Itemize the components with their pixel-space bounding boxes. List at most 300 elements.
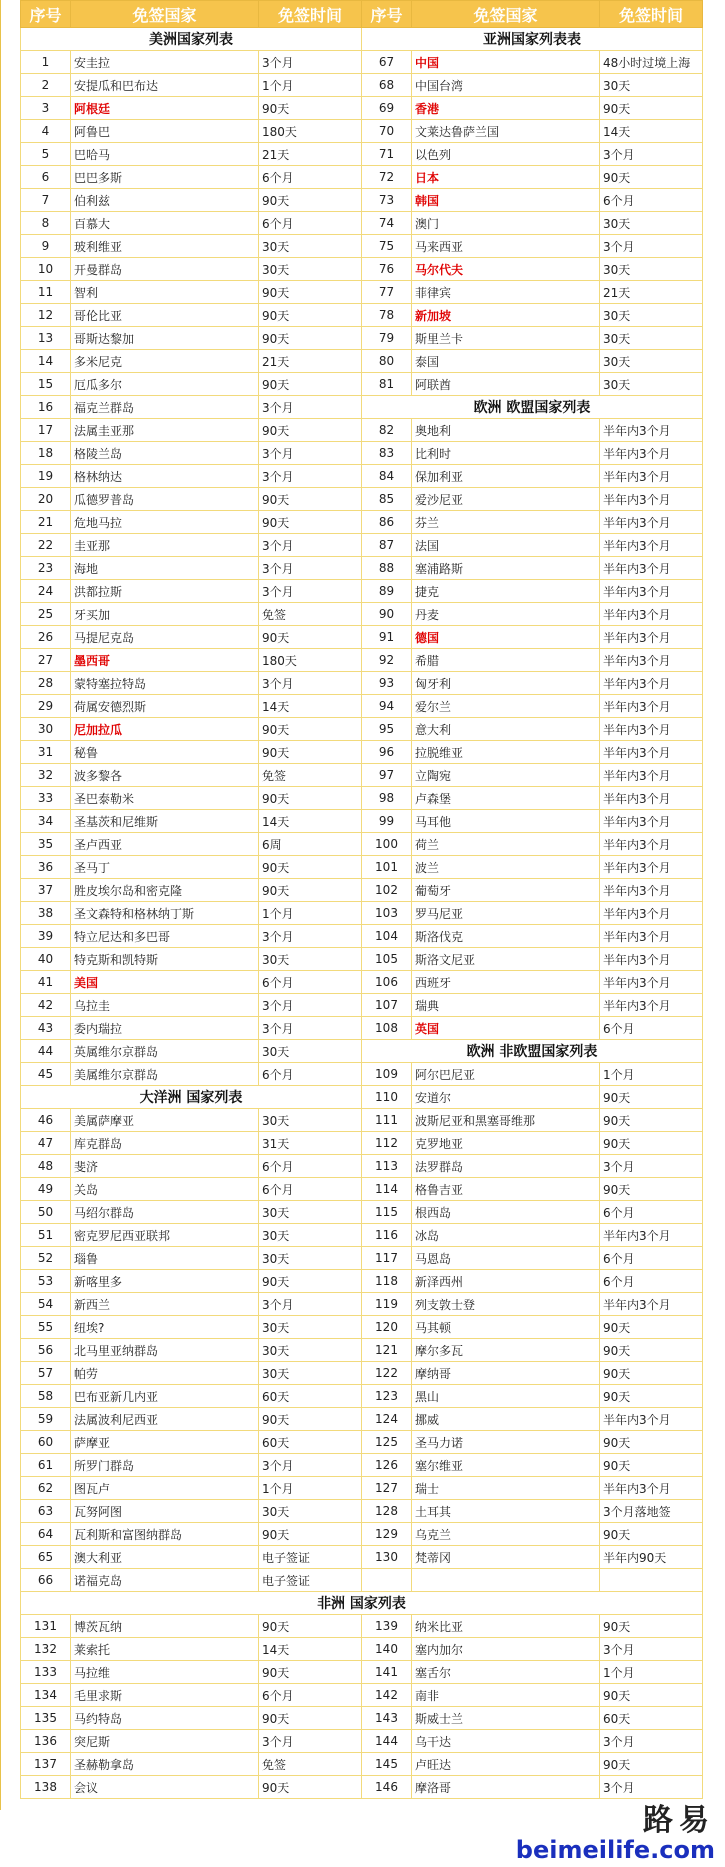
country-name-left: 关岛: [71, 1178, 259, 1201]
visa-duration-right: 90天: [600, 1086, 703, 1109]
entry-number-right: 108: [362, 1017, 412, 1040]
visa-duration-right: 30天: [600, 373, 703, 396]
entry-number-right: 84: [362, 465, 412, 488]
entry-number-right: 112: [362, 1132, 412, 1155]
entry-number-left: 8: [21, 212, 71, 235]
visa-duration-left: 电子签证: [259, 1546, 362, 1569]
country-name-left: 海地: [71, 557, 259, 580]
country-name-left: 诺福克岛: [71, 1569, 259, 1592]
country-name-right: 瑞典: [412, 994, 600, 1017]
entry-number-right: 71: [362, 143, 412, 166]
visa-duration-right: 90天: [600, 1431, 703, 1454]
country-name-right: 马恩岛: [412, 1247, 600, 1270]
visa-duration-right: 90天: [600, 1109, 703, 1132]
header-no-left: 序号: [21, 1, 71, 28]
entry-number-right: 70: [362, 120, 412, 143]
table-row: [21, 1615, 703, 1638]
entry-number-right: 106: [362, 971, 412, 994]
visa-duration-right: 半年内3个月: [600, 419, 703, 442]
visa-duration-right: 90天: [600, 1684, 703, 1707]
visa-duration-left: 90天: [259, 1661, 362, 1684]
entry-number-right: 100: [362, 833, 412, 856]
country-name-right: 捷克: [412, 580, 600, 603]
entry-number-right: 87: [362, 534, 412, 557]
country-name-left: 墨西哥: [71, 649, 259, 672]
country-name-left: 玻利维亚: [71, 235, 259, 258]
country-name-left: 蒙特塞拉特岛: [71, 672, 259, 695]
entry-number-right: 69: [362, 97, 412, 120]
visa-duration-left: 90天: [259, 856, 362, 879]
country-name-left: 马拉维: [71, 1661, 259, 1684]
visa-duration-left: 21天: [259, 143, 362, 166]
country-name-left: 瑙鲁: [71, 1247, 259, 1270]
visa-duration-right: 半年内90天: [600, 1546, 703, 1569]
visa-duration-left: 3个月: [259, 396, 362, 419]
visa-duration-left: 30天: [259, 1224, 362, 1247]
entry-number-left: 25: [21, 603, 71, 626]
visa-duration-right: 60天: [600, 1707, 703, 1730]
country-name-left: 阿根廷: [71, 97, 259, 120]
entry-number-right: 85: [362, 488, 412, 511]
entry-number-right: 103: [362, 902, 412, 925]
visa-duration-left: 30天: [259, 948, 362, 971]
entry-number-left: 43: [21, 1017, 71, 1040]
table-row: [21, 1201, 703, 1224]
entry-number-left: 13: [21, 327, 71, 350]
country-name-right: 中国台湾: [412, 74, 600, 97]
country-name-left: 圭亚那: [71, 534, 259, 557]
entry-number-left: 9: [21, 235, 71, 258]
visa-duration-left: 90天: [259, 304, 362, 327]
table-row: [21, 787, 703, 810]
visa-duration-left: 3个月: [259, 1017, 362, 1040]
region-heading: 大洋洲 国家列表: [21, 1086, 362, 1109]
table-row: [21, 557, 703, 580]
table-row: [21, 810, 703, 833]
country-name-right: 冰岛: [412, 1224, 600, 1247]
country-name-left: 福克兰群岛: [71, 396, 259, 419]
country-name-right: 立陶宛: [412, 764, 600, 787]
visa-duration-right: 30天: [600, 327, 703, 350]
visa-duration-left: 90天: [259, 97, 362, 120]
table-row: [21, 603, 703, 626]
table-row: [21, 1178, 703, 1201]
table-row: [21, 1431, 703, 1454]
entry-number-right: 86: [362, 511, 412, 534]
country-name-left: 阿鲁巴: [71, 120, 259, 143]
country-name-left: 秘鲁: [71, 741, 259, 764]
entry-number-left: 22: [21, 534, 71, 557]
visa-duration-right: 半年内3个月: [600, 465, 703, 488]
visa-duration-right: 90天: [600, 1178, 703, 1201]
visa-duration-left: 90天: [259, 1707, 362, 1730]
table-body: [21, 28, 703, 1799]
entry-number-right: 113: [362, 1155, 412, 1178]
country-name-left: 美属维尔京群岛: [71, 1063, 259, 1086]
entry-number-left: 35: [21, 833, 71, 856]
entry-number-right: 105: [362, 948, 412, 971]
visa-duration-left: 6个月: [259, 166, 362, 189]
visa-duration-right: 半年内3个月: [600, 856, 703, 879]
table-row: [21, 1086, 703, 1109]
country-name-right: 匈牙利: [412, 672, 600, 695]
entry-number-left: 135: [21, 1707, 71, 1730]
country-name-left: 安圭拉: [71, 51, 259, 74]
entry-number-left: 138: [21, 1776, 71, 1799]
country-name-right: 根西岛: [412, 1201, 600, 1224]
visa-duration-left: 3个月: [259, 1293, 362, 1316]
visa-duration-left: 30天: [259, 258, 362, 281]
table-row: [21, 580, 703, 603]
entry-number-left: 24: [21, 580, 71, 603]
country-name-left: 美属萨摩亚: [71, 1109, 259, 1132]
visa-duration-right: 21天: [600, 281, 703, 304]
table-row: [21, 718, 703, 741]
country-name-right: 法国: [412, 534, 600, 557]
entry-number-left: 136: [21, 1730, 71, 1753]
visa-duration-right: 90天: [600, 1385, 703, 1408]
entry-number-right: 122: [362, 1362, 412, 1385]
table-row: [21, 1040, 703, 1063]
visa-duration-left: 90天: [259, 281, 362, 304]
entry-number-left: 59: [21, 1408, 71, 1431]
entry-number-right: 140: [362, 1638, 412, 1661]
entry-number-right: 141: [362, 1661, 412, 1684]
visa-duration-left: 3个月: [259, 1730, 362, 1753]
region-heading: 亚洲国家列表表: [362, 28, 703, 51]
entry-number-left: 137: [21, 1753, 71, 1776]
country-name-left: 新西兰: [71, 1293, 259, 1316]
country-name-left: 会议: [71, 1776, 259, 1799]
visa-duration-right: 半年内3个月: [600, 971, 703, 994]
country-name-left: 巴巴多斯: [71, 166, 259, 189]
visa-duration-right: 3个月落地签: [600, 1500, 703, 1523]
country-name-right: 保加利亚: [412, 465, 600, 488]
visa-duration-right: 3个月: [600, 143, 703, 166]
country-name-right: 土耳其: [412, 1500, 600, 1523]
country-name-left: 密克罗尼西亚联邦: [71, 1224, 259, 1247]
country-name-left: 瓜德罗普岛: [71, 488, 259, 511]
header-duration-right: 免签时间: [600, 1, 703, 28]
visa-duration-left: 6个月: [259, 1155, 362, 1178]
country-name-right: 爱沙尼亚: [412, 488, 600, 511]
visa-duration-left: 6个月: [259, 212, 362, 235]
header-duration-left: 免签时间: [259, 1, 362, 28]
table-row: [21, 1454, 703, 1477]
country-name-left: 牙买加: [71, 603, 259, 626]
header-country-right: 免签国家: [412, 1, 600, 28]
visa-duration-right: 90天: [600, 1615, 703, 1638]
country-name-left: 格陵兰岛: [71, 442, 259, 465]
table-row: [21, 51, 703, 74]
entry-number-right: 90: [362, 603, 412, 626]
visa-duration-right: 半年内3个月: [600, 442, 703, 465]
visa-duration-right: 半年内3个月: [600, 810, 703, 833]
country-name-left: 波多黎各: [71, 764, 259, 787]
country-name-right: 马耳他: [412, 810, 600, 833]
country-name-right: 意大利: [412, 718, 600, 741]
table-row: [21, 856, 703, 879]
country-name-left: 澳大利亚: [71, 1546, 259, 1569]
country-name-left: 马绍尔群岛: [71, 1201, 259, 1224]
visa-duration-left: 3个月: [259, 994, 362, 1017]
entry-number-right: [362, 1569, 412, 1592]
entry-number-left: 65: [21, 1546, 71, 1569]
entry-number-left: 55: [21, 1316, 71, 1339]
entry-number-left: 16: [21, 396, 71, 419]
table-row: [21, 1546, 703, 1569]
entry-number-right: 88: [362, 557, 412, 580]
country-name-right: 新加坡: [412, 304, 600, 327]
visa-duration-right: 90天: [600, 1362, 703, 1385]
visa-duration-left: 90天: [259, 787, 362, 810]
table-row: [21, 695, 703, 718]
visa-duration-left: 14天: [259, 1638, 362, 1661]
country-name-left: 委内瑞拉: [71, 1017, 259, 1040]
country-name-left: 巴哈马: [71, 143, 259, 166]
table-row: [21, 1362, 703, 1385]
visa-duration-right: 半年内3个月: [600, 764, 703, 787]
table-row: [21, 212, 703, 235]
entry-number-left: 26: [21, 626, 71, 649]
visa-duration-right: 半年内3个月: [600, 879, 703, 902]
visa-duration-left: 90天: [259, 419, 362, 442]
entry-number-right: 93: [362, 672, 412, 695]
country-name-left: 帕劳: [71, 1362, 259, 1385]
visa-duration-left: 6个月: [259, 971, 362, 994]
entry-number-left: 53: [21, 1270, 71, 1293]
country-name-right: 塞尔维亚: [412, 1454, 600, 1477]
entry-number-left: 6: [21, 166, 71, 189]
entry-number-right: 130: [362, 1546, 412, 1569]
visa-duration-right: 6个月: [600, 1247, 703, 1270]
country-name-left: 萨摩亚: [71, 1431, 259, 1454]
entry-number-left: 15: [21, 373, 71, 396]
table-row: [21, 235, 703, 258]
entry-number-right: 115: [362, 1201, 412, 1224]
visa-duration-right: 6个月: [600, 1017, 703, 1040]
visa-duration-left: 3个月: [259, 672, 362, 695]
entry-number-left: 10: [21, 258, 71, 281]
visa-duration-right: 半年内3个月: [600, 833, 703, 856]
visa-duration-left: 180天: [259, 649, 362, 672]
country-name-right: 纳米比亚: [412, 1615, 600, 1638]
country-name-right: 韩国: [412, 189, 600, 212]
visa-duration-right: 48小时过境上海: [600, 51, 703, 74]
visa-duration-left: 电子签证: [259, 1569, 362, 1592]
visa-duration-right: 半年内3个月: [600, 1477, 703, 1500]
visa-duration-left: 60天: [259, 1385, 362, 1408]
entry-number-left: 47: [21, 1132, 71, 1155]
table-row: [21, 1293, 703, 1316]
visa-duration-left: 60天: [259, 1431, 362, 1454]
visa-duration-left: 1个月: [259, 1477, 362, 1500]
visa-duration-right: 3个月: [600, 1776, 703, 1799]
visa-duration-right: 90天: [600, 1454, 703, 1477]
country-name-right: 塞舌尔: [412, 1661, 600, 1684]
visa-duration-left: 90天: [259, 718, 362, 741]
table-row: [21, 396, 703, 419]
visa-duration-left: 免签: [259, 603, 362, 626]
entry-number-left: 62: [21, 1477, 71, 1500]
visa-duration-left: 90天: [259, 741, 362, 764]
entry-number-right: 91: [362, 626, 412, 649]
table-row: [21, 1776, 703, 1799]
table-row: [21, 1339, 703, 1362]
visa-duration-right: 6个月: [600, 189, 703, 212]
country-name-right: 丹麦: [412, 603, 600, 626]
country-name-left: 英属维尔京群岛: [71, 1040, 259, 1063]
country-name-right: 阿尔巴尼亚: [412, 1063, 600, 1086]
entry-number-left: 50: [21, 1201, 71, 1224]
entry-number-left: 21: [21, 511, 71, 534]
visa-duration-left: 90天: [259, 511, 362, 534]
country-name-right: 日本: [412, 166, 600, 189]
table-row: [21, 1132, 703, 1155]
visa-duration-left: 90天: [259, 1408, 362, 1431]
country-name-right: 香港: [412, 97, 600, 120]
entry-number-left: 14: [21, 350, 71, 373]
table-row: [21, 1707, 703, 1730]
entry-number-left: 34: [21, 810, 71, 833]
entry-number-left: 37: [21, 879, 71, 902]
entry-number-left: 28: [21, 672, 71, 695]
country-name-right: 摩尔多瓦: [412, 1339, 600, 1362]
country-name-left: 特克斯和凯特斯: [71, 948, 259, 971]
country-name-left: 莱索托: [71, 1638, 259, 1661]
visa-duration-left: 30天: [259, 1109, 362, 1132]
visa-duration-left: 3个月: [259, 1454, 362, 1477]
entry-number-right: 79: [362, 327, 412, 350]
entry-number-left: 23: [21, 557, 71, 580]
entry-number-right: 75: [362, 235, 412, 258]
visa-duration-right: 半年内3个月: [600, 603, 703, 626]
entry-number-left: 54: [21, 1293, 71, 1316]
visa-duration-left: 3个月: [259, 925, 362, 948]
entry-number-right: 81: [362, 373, 412, 396]
visa-duration-left: 30天: [259, 1316, 362, 1339]
country-name-right: 乌干达: [412, 1730, 600, 1753]
entry-number-right: 96: [362, 741, 412, 764]
table-row: [21, 1063, 703, 1086]
country-name-right: 比利时: [412, 442, 600, 465]
country-name-left: 胜皮埃尔岛和密克隆: [71, 879, 259, 902]
entry-number-left: 131: [21, 1615, 71, 1638]
table-row: [21, 28, 703, 51]
visa-duration-left: 3个月: [259, 51, 362, 74]
entry-number-right: 118: [362, 1270, 412, 1293]
table-row: [21, 511, 703, 534]
country-name-right: 阿联酋: [412, 373, 600, 396]
visa-duration-right: 半年内3个月: [600, 672, 703, 695]
country-name-right: 德国: [412, 626, 600, 649]
entry-number-left: 39: [21, 925, 71, 948]
country-name-right: 斯洛文尼亚: [412, 948, 600, 971]
country-name-left: 洪都拉斯: [71, 580, 259, 603]
country-name-left: 瓦利斯和富图纳群岛: [71, 1523, 259, 1546]
entry-number-left: 33: [21, 787, 71, 810]
country-name-right: 波斯尼亚和黑塞哥维那: [412, 1109, 600, 1132]
visa-duration-left: 3个月: [259, 580, 362, 603]
country-name-left: 巴布亚新几内亚: [71, 1385, 259, 1408]
entry-number-left: 7: [21, 189, 71, 212]
table-row: [21, 120, 703, 143]
visa-duration-left: 6个月: [259, 1684, 362, 1707]
entry-number-left: 38: [21, 902, 71, 925]
visa-duration-right: 30天: [600, 212, 703, 235]
visa-duration-right: 半年内3个月: [600, 511, 703, 534]
entry-number-left: 61: [21, 1454, 71, 1477]
country-name-left: 圣赫勒拿岛: [71, 1753, 259, 1776]
visa-duration-left: 90天: [259, 189, 362, 212]
entry-number-left: 1: [21, 51, 71, 74]
entry-number-left: 66: [21, 1569, 71, 1592]
visa-duration-right: 6个月: [600, 1270, 703, 1293]
region-heading: 美洲国家列表: [21, 28, 362, 51]
country-name-right: 荷兰: [412, 833, 600, 856]
entry-number-right: 102: [362, 879, 412, 902]
visa-duration-left: 3个月: [259, 442, 362, 465]
country-name-left: 法属波利尼西亚: [71, 1408, 259, 1431]
table-row: [21, 1523, 703, 1546]
visa-duration-right: 半年内3个月: [600, 534, 703, 557]
country-name-right: 芬兰: [412, 511, 600, 534]
entry-number-left: 18: [21, 442, 71, 465]
entry-number-right: 97: [362, 764, 412, 787]
country-name-left: 伯利兹: [71, 189, 259, 212]
visa-duration-left: 3个月: [259, 557, 362, 580]
entry-number-left: 29: [21, 695, 71, 718]
visa-duration-right: 半年内3个月: [600, 557, 703, 580]
entry-number-right: 77: [362, 281, 412, 304]
table-row: [21, 994, 703, 1017]
country-name-right: 摩纳哥: [412, 1362, 600, 1385]
entry-number-left: 134: [21, 1684, 71, 1707]
table-row: [21, 350, 703, 373]
country-name-right: 马其顿: [412, 1316, 600, 1339]
entry-number-right: 119: [362, 1293, 412, 1316]
country-name-left: 多米尼克: [71, 350, 259, 373]
entry-number-right: 116: [362, 1224, 412, 1247]
visa-duration-left: 180天: [259, 120, 362, 143]
country-name-right: 南非: [412, 1684, 600, 1707]
table-row: [21, 833, 703, 856]
country-name-right: 澳门: [412, 212, 600, 235]
table-row: [21, 948, 703, 971]
country-name-right: 黑山: [412, 1385, 600, 1408]
entry-number-right: 144: [362, 1730, 412, 1753]
entry-number-right: 120: [362, 1316, 412, 1339]
visa-duration-left: 90天: [259, 327, 362, 350]
header-no-right: 序号: [362, 1, 412, 28]
entry-number-left: 11: [21, 281, 71, 304]
entry-number-right: 95: [362, 718, 412, 741]
visa-duration-left: 30天: [259, 235, 362, 258]
entry-number-left: 133: [21, 1661, 71, 1684]
table-row: [21, 488, 703, 511]
country-name-left: 马约特岛: [71, 1707, 259, 1730]
visa-duration-left: 6个月: [259, 1063, 362, 1086]
site-watermark: [516, 1805, 715, 1863]
country-name-right: 罗马尼亚: [412, 902, 600, 925]
entry-number-right: 117: [362, 1247, 412, 1270]
entry-number-right: 83: [362, 442, 412, 465]
table-row: [21, 419, 703, 442]
header-country-left: 免签国家: [71, 1, 259, 28]
entry-number-right: 114: [362, 1178, 412, 1201]
entry-number-left: 32: [21, 764, 71, 787]
country-name-left: 圣基茨和尼维斯: [71, 810, 259, 833]
